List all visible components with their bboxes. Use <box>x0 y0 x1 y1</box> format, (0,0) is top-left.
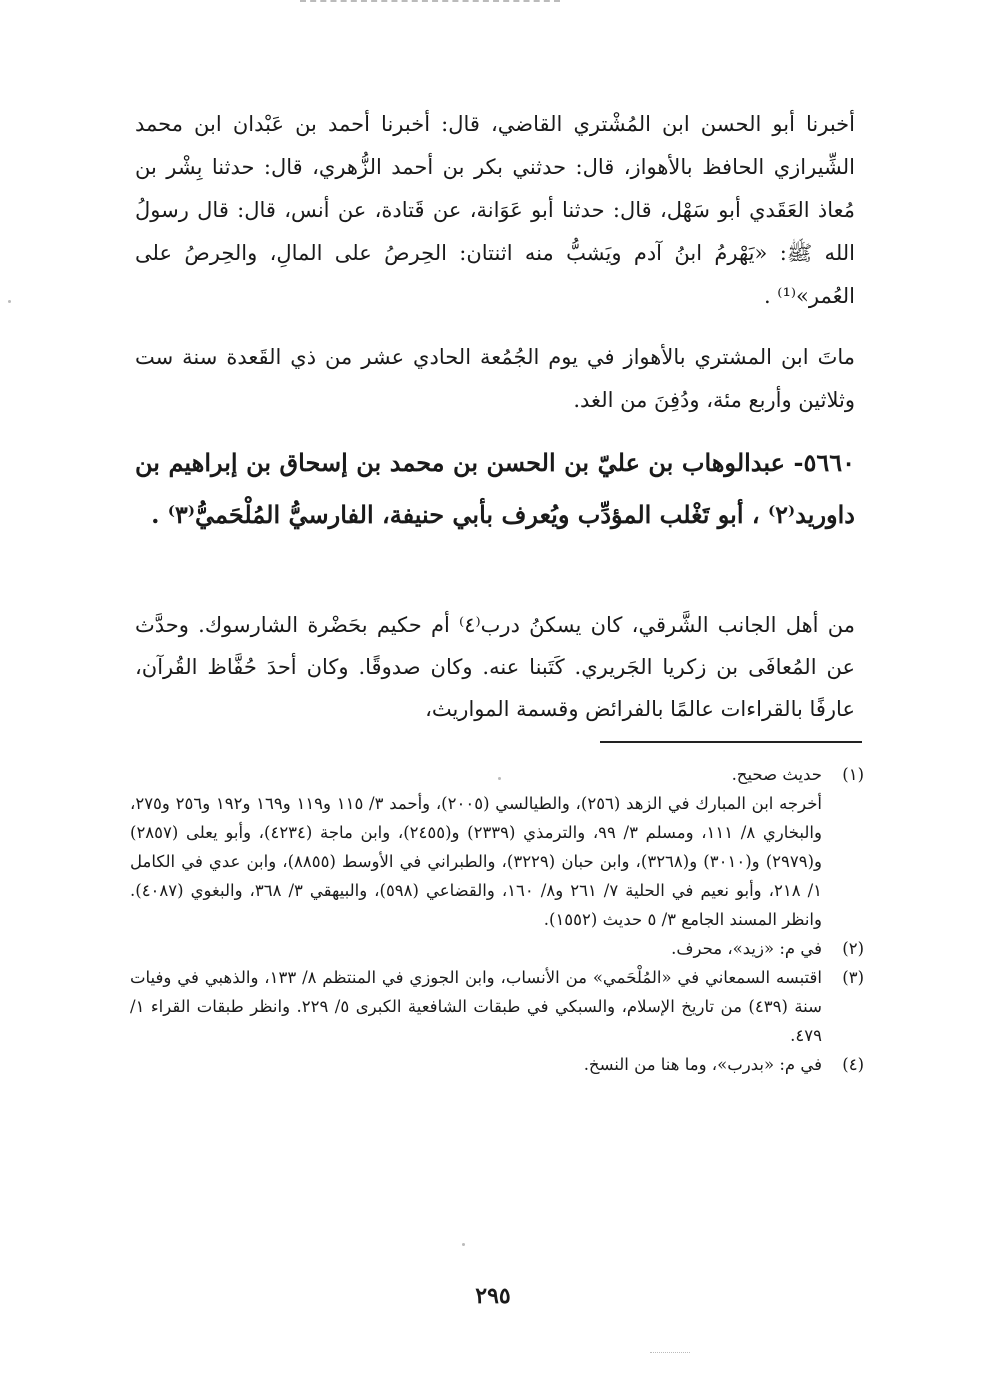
scan-speck <box>498 777 501 780</box>
footnote-text: اقتبسه السمعاني في «المُلْحَمي» من الأنساب، وابن الجوزي في المنتظم ٨/ ١٣٣، والذهبي في وفيات سنة (٤٣٩) من تاريخ الإسلام، والسبكي في طبقات الشافعية الكبرى ٥/ ٢٢٩. وانظر طبقات القراء ١/ ٤٧٩. <box>130 968 823 1045</box>
footnote-number: (٤) <box>842 1055 864 1074</box>
scan-speck <box>8 300 11 303</box>
footnote-separator <box>600 741 862 743</box>
biography-heading: ٥٦٦٠- عبدالوهاب بن عليّ بن الحسن بن محمد بن إسحاق بن إبراهيم بن داوريد⁽٢⁾ ، أبو تَغْلب المؤدِّب ويُعرف بأبي حنيفة، الفارسيُّ المُلْحَميُّ⁽٣⁾ . <box>135 448 855 529</box>
footnote-text: حديث صحيح. <box>731 765 822 784</box>
footnote-text: في م: «زيد»، محرف. <box>671 939 822 958</box>
footnote-1 <box>130 760 864 934</box>
footnote-3 <box>130 963 864 1050</box>
footnote-2 <box>130 934 864 963</box>
footnote-text: في م: «بدرب»، وما هنا من النسخ. <box>583 1055 822 1074</box>
footnote-number: (١) <box>842 765 864 784</box>
paragraph-hadith-chain: أخبرنا أبو الحسن ابن المُشْتري القاضي، قال: أخبرنا أحمد بن عَبْدان ابن محمد الشِّيرازي الحافظ بالأهواز، قال: حدثني بكر بن أحمد الزُّهري، قال: حدثنا بِشْر بن مُعاذ العَقَدي أبو سَهْل، قال: حدثنا أبو عَوَانة، عن قَتادة، عن أنس، قال: قال رسولُ الله ﷺ: «يَهْرمُ ابنُ آدم ويَشبُّ منه اثنتان: الحِرصُ على المالِ، والحِرصُ على العُمر»⁽¹⁾ . <box>135 112 855 308</box>
scan-speck <box>462 1243 465 1246</box>
paragraph-death-note: ماتَ ابن المشتري بالأهواز في يوم الجُمُعة الحادي عشر من ذي القَعدة سنة ست وثلاثين وأربع مئة، ودُفِنَ من الغد. <box>135 345 855 412</box>
footnote-text: أخرجه ابن المبارك في الزهد (٢٥٦)، والطيالسي (٢٠٠٥)، وأحمد ٣/ ١١٥ و١١٩ و١٦٩ و١٩٢ و٢٥٦ و٢٧٥، والبخاري ٨/ ١١١، ومسلم ٣/ ٩٩، والترمذي (٢٣٣٩) و(٢٤٥٥)، وابن ماجة (٤٢٣٤)، وأبو يعلى (٢٨٥٧) و(٢٩٧٩) و(٣٠١٠) و(٣٢٦٨)، وابن حبان (٣٢٢٩)، والطبراني في الأوسط (٨٨٥٥)، وابن عدي في الكامل ١/ ٢١٨، وأبو نعيم في الحلية ٧/ ٢٦١ و٨/ ١٦٠، والقضاعي (٥٩٨)، والبيهقي ٣/ ٣٦٨، والبغوي (٤٠٨٧). وانظر المسند الجامع ٣/ ٥ حديث (١٥٥٢). <box>130 794 823 929</box>
footnotes <box>130 760 864 1079</box>
footnote-number: (٣) <box>842 968 864 987</box>
paragraph-biography: من أهل الجانب الشَّرقي، كان يسكنُ درب⁽٤⁾ أم حكيم بحَضْرة الشارسوك. وحدَّث عن المُعافَى بن زكريا الجَريري. كَتَبنا عنه. وكان صدوقًا. وكان أحدَ حُفَّاظ القُرآن، عارفًا بالقراءات عالمًا بالفرائض وقسمة المواريث، <box>135 613 856 721</box>
footnote-number: (٢) <box>842 939 864 958</box>
bottom-scan-mark <box>650 1352 690 1353</box>
top-scan-marks <box>300 0 560 8</box>
page-number: ٢٩٥ <box>475 1283 511 1309</box>
footnote-4 <box>130 1050 864 1079</box>
